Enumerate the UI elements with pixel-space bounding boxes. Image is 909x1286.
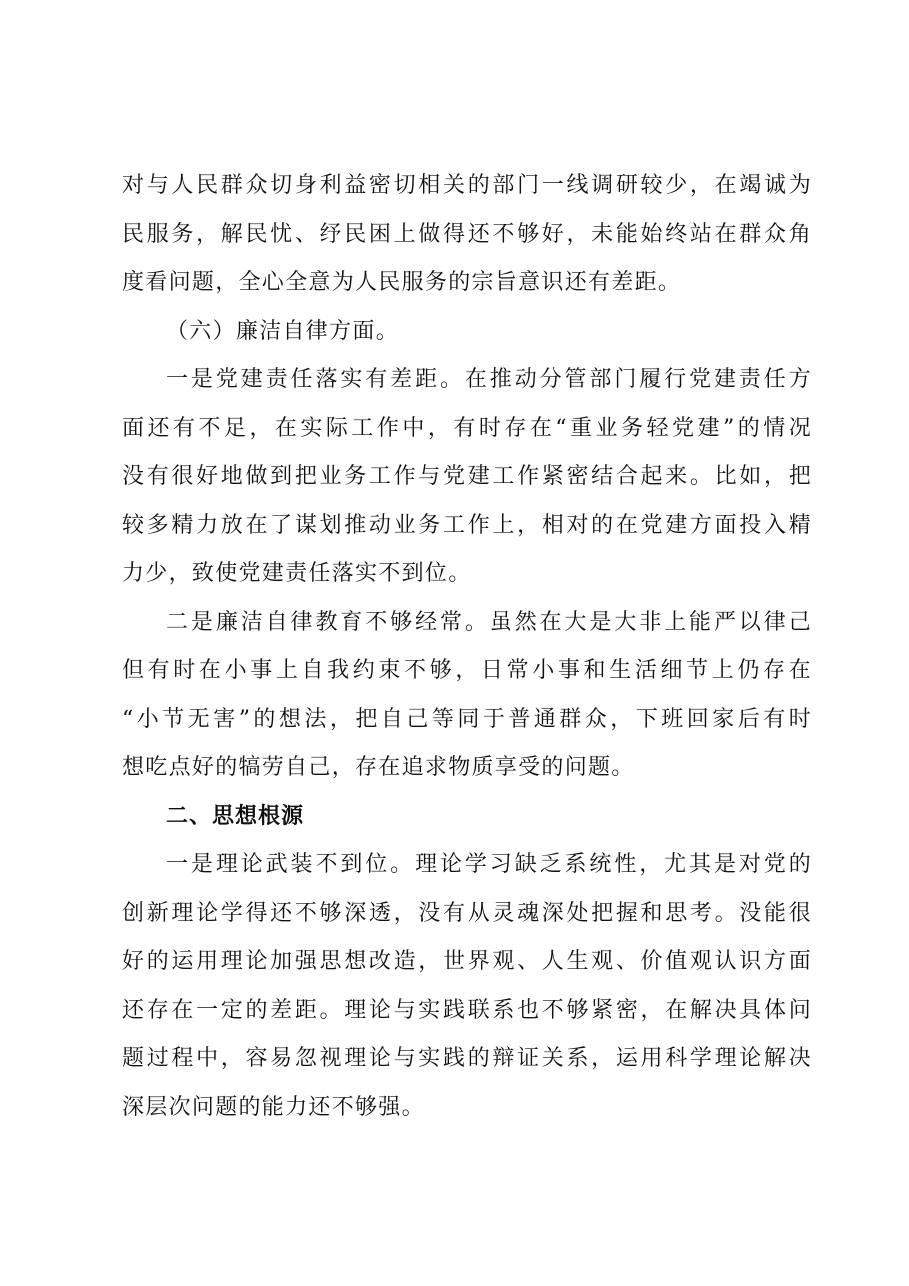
text-line: “小节无害”的想法，把自己等同于普通群众，下班回家后有时 xyxy=(122,706,812,732)
text-line: 没有很好地做到把业务工作与党建工作紧密结合起来。比如，把 xyxy=(122,464,812,489)
text-line: 好的运用理论加强思想改造，世界观、人生观、价值观认识方面 xyxy=(122,949,812,974)
text-line: 想吃点好的犒劳自己，存在追求物质享受的问题。 xyxy=(122,755,635,780)
subsection-title: （六）廉洁自律方面。 xyxy=(166,318,400,344)
text-line: 力少，致使党建责任落实不到位。 xyxy=(122,561,472,586)
text-line: 度看问题，全心全意为人民服务的宗旨意识还有差距。 xyxy=(122,270,682,295)
section-heading xyxy=(122,793,812,842)
text-line: 题过程中，容易忽视理论与实践的辩证关系，运用科学理论解决 xyxy=(122,1046,812,1071)
paragraph-self-discipline xyxy=(122,599,812,793)
document-body xyxy=(122,162,812,1132)
text-line: 但有时在小事上自我约束不够，日常小事和生活细节上仍存在 xyxy=(122,658,812,683)
text-line: 深层次问题的能力还不够强。 xyxy=(122,1094,425,1120)
subsection-heading xyxy=(122,308,812,357)
text-line: 二是廉洁自律教育不够经常。虽然在大是大非上能严以律己 xyxy=(166,609,812,635)
text-line: 民服务，解民忧、纾民困上做得还不够好，未能始终站在群众角 xyxy=(122,221,812,247)
text-line: 一是理论武装不到位。理论学习缺乏系统性，尤其是对党的 xyxy=(166,852,812,877)
text-line: 一是党建责任落实有差距。在推动分管部门履行党建责任方 xyxy=(166,367,812,392)
text-line: 对与人民群众切身利益密切相关的部门一线调研较少，在竭诚为 xyxy=(122,173,812,198)
text-line: 面还有不足，在实际工作中，有时存在“重业务轻党建”的情况 xyxy=(122,415,812,441)
text-line: 创新理论学得还不够深透，没有从灵魂深处把握和思考。没能很 xyxy=(122,900,812,926)
text-line: 还存在一定的差距。理论与实践联系也不够紧密，在解决具体问 xyxy=(122,997,812,1023)
paragraph-party-building xyxy=(122,356,812,599)
paragraph-continuation xyxy=(122,162,812,308)
section-title: 二、思想根源 xyxy=(166,803,305,829)
text-line: 较多精力放在了谋划推动业务工作上，相对的在党建方面投入精 xyxy=(122,512,812,538)
paragraph-theory xyxy=(122,841,812,1132)
